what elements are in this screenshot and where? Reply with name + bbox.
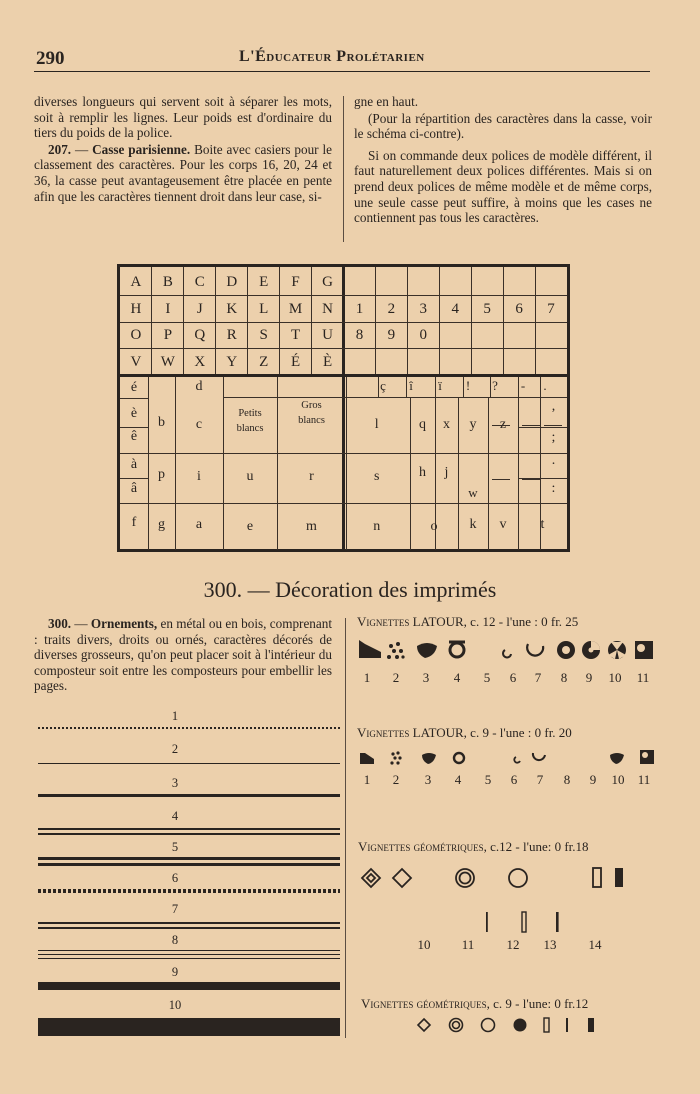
vignette-number: 1 [363,772,371,787]
title-suffix: c. 9 - l'une: 0 fr.12 [489,996,589,1011]
circle-icon [509,869,527,887]
letter-cell: i [197,469,201,484]
letter-cell: k [469,517,477,532]
digit-cell: 6 [515,300,523,317]
ornaments-paragraph [34,616,332,694]
thin-bar-icon [566,1018,568,1032]
digit-cell: 9 [387,327,396,343]
intro-left-column [34,94,332,205]
lower-row-divider [120,453,175,454]
intro-paragraph-5: Si on commande deux polices de modèle différent, il faut naturellement deux polices différentes. Mais si on prend deux polices de même modèle et de même corps, une seule casse peut suffire, à moins que les cases ne contiennent pas tous les caractères. [354,147,652,226]
latour-12-vignettes [355,636,655,664]
page-number: 290 [36,48,65,69]
lower-row-divider [344,503,568,504]
rule-number: 10 [168,998,182,1012]
intro-paragraph-3: gne en haut. [354,94,419,109]
punctuation-cell: ; [551,430,556,445]
running-title: L'Éducateur Prolétarien [239,48,425,65]
punctuation-cell: . [543,378,547,393]
rule-sample [38,727,340,729]
vignette-number: 6 [510,772,518,787]
capital-letter-cell: B [162,274,173,290]
vignette-6-icon [514,757,520,763]
rule-number: 6 [171,871,179,885]
vignette-1-icon [360,753,374,764]
dash: — [71,141,93,157]
digit-cell: 0 [419,327,428,343]
capital-letter-cell: E [259,274,269,290]
geo-12-vignettes-row-1 [355,864,655,894]
gros-blancs-label: blancs [298,415,325,426]
letter-cell: o [430,519,438,534]
rule-number: 4 [171,809,179,823]
title-prefix: Vignettes [357,725,410,740]
letter-cell: s [374,469,380,484]
capital-letter-cell: J [196,300,203,317]
capital-letter-cell: I [165,300,171,317]
vignette-11-icon [640,750,654,764]
section-number: 207. [48,141,72,157]
vignette-number: 4 [454,772,462,787]
intro-right-column [354,94,652,227]
petits-blancs-label: blancs [236,423,264,434]
run-in-heading: Casse parisienne. [92,141,191,157]
rule-number: 8 [171,933,179,947]
vignette-1-icon [359,640,381,658]
lower-row-divider [120,398,148,399]
latour-9-vignettes [355,746,655,768]
upper-row-divider [120,348,567,349]
upper-row-divider [120,295,567,296]
dash-mark [544,425,562,426]
letter-cell: a [195,517,203,532]
letter-cell: b [158,415,165,430]
letter-cell: v [499,517,507,532]
medium-bar-icon [556,912,559,932]
title-prefix: Vignettes [357,614,410,629]
vignette-8-icon [557,641,575,659]
solid-bar-icon [615,868,623,887]
capital-letter-cell: P [163,327,173,343]
capital-letter-cell: V [130,353,142,370]
vignette-9-icon [582,641,600,659]
letter-cell: m [306,519,317,534]
letter-cell: ê [130,429,138,444]
run-in-heading: Ornements, [90,616,158,631]
vignette-number: 4 [453,670,461,685]
rule-number: 1 [171,709,179,723]
petits-blancs-label: Petits [238,408,262,419]
vignette-3-icon [422,753,436,764]
vignette-number: 7 [536,772,544,787]
vignette-number: 7 [534,670,542,685]
vignette-number: 1 [363,670,371,685]
letter-cell: u [246,469,254,484]
rule-number: 3 [171,776,179,790]
vignette-number: 3 [422,670,430,685]
dash-mark [522,479,540,480]
section-number: 300. [48,616,72,631]
diamond-icon [393,869,411,887]
rule-sample [38,950,340,959]
letter-cell: w [468,485,478,500]
lower-row-divider [344,397,568,398]
column-divider [343,96,344,242]
paragraph-text: en métal ou en bois, comprenant : traits divers, droits ou ornés, caractères décorés de diverses grosseurs, qu'on peut placer soit à l'intérieur du composteur soit entre les composteurs pour embellir les pages. [34,616,333,694]
letter-cell: p [158,467,165,482]
rule-number: 9 [171,965,179,979]
vignettes-latour-9-title [357,725,572,741]
solid-bar-icon [588,1018,594,1032]
letter-cell: â [130,481,138,496]
letter-cell: j [444,465,449,480]
vignette-number: 9 [585,670,593,685]
double-circle-icon [456,869,474,887]
title-suffix: c.12 - l'une: 0 fr.18 [486,839,589,854]
vignette-number: 8 [563,772,571,787]
capital-letter-cell: U [322,327,333,343]
lower-row-divider [223,397,346,398]
capital-letter-cell: R [226,327,237,343]
capital-letter-cell: È [322,353,333,370]
gros-blancs-label: Gros [301,400,322,411]
letter-cell: c [195,417,203,432]
rule-sample [38,857,340,866]
letter-cell: n [373,519,381,534]
rule-sample [38,763,340,764]
letter-cell: l [374,417,379,432]
vignette-number: 13 [543,937,557,952]
vignette-number: 6 [509,670,517,685]
capital-letter-cell: C [194,274,205,290]
dash-mark [492,479,510,480]
punctuation-cell: ç [380,378,386,393]
capital-letter-cell: D [226,274,238,290]
vignette-2-icon [387,642,405,659]
vignette-6-icon [503,650,511,657]
capital-letter-cell: S [259,327,268,343]
lower-row-divider [120,503,175,504]
vignette-number: 12 [506,937,520,952]
vignette-number: 2 [392,772,400,787]
open-bar-icon [593,868,601,887]
vignettes-geo-12-title [358,839,589,855]
capital-letter-cell: M [288,300,303,317]
upper-row-divider [120,322,567,323]
page-header [34,44,650,72]
capital-letter-cell: T [291,327,301,343]
rule-number: 2 [171,742,179,756]
digit-cell: 8 [355,327,364,343]
capital-letter-cell: X [194,353,206,370]
thin-bar-icon [486,912,488,932]
punctuation-cell: : [551,481,556,496]
geo-9-vignettes [355,1015,655,1037]
rule-number: 7 [171,902,179,916]
capital-letter-cell: N [322,300,333,317]
capital-letter-cell: Y [226,353,238,370]
circle-icon [482,1019,495,1032]
intro-paragraph-1: diverses longueurs qui servent soit à séparer les mots, soit à remplir les lignes. Leur poids est d'ordinaire du tiers du poids de la police. [34,94,332,141]
capital-letter-cell: Q [194,327,206,343]
lower-row-divider [175,453,346,454]
lower-row-divider [175,503,346,504]
letter-cell: x [443,417,450,432]
capital-letter-cell: L [259,300,269,317]
vignettes-latour-12-title [357,614,578,630]
letter-cell: t [540,517,545,532]
rule-sample [38,794,340,797]
letter-cell: e [246,519,254,534]
intro-paragraph-4: (Pour la répartition des caractères dans la casse, voir le schéma ci-contre). [354,110,652,142]
capital-letter-cell: F [291,274,300,290]
title-suffix: LATOUR, c. 9 - l'une : 0 fr. 20 [409,725,572,740]
open-narrow-bar-icon [522,912,526,932]
letter-cell: d [195,379,203,394]
lower-row-divider [120,427,148,428]
rule-sample [38,1018,340,1036]
title-prefix: Vignettes géométriques, [361,996,490,1011]
open-bar-icon [544,1018,549,1032]
punctuation-cell: ! [465,378,471,393]
vignette-number: 11 [637,772,651,787]
vignette-number: 14 [588,937,602,952]
vignette-10-icon [608,641,626,659]
punctuation-cell: ? [492,378,498,393]
lower-row-divider [344,453,568,454]
vignette-7-icon [533,753,545,760]
vignette-11-icon [635,641,653,659]
lower-row-divider [120,478,148,479]
rule-sample [38,982,340,990]
vignette-number: 5 [483,670,491,685]
punctuation-cell: , [551,399,556,414]
vignette-number: 11 [636,670,650,685]
dash-mark [522,425,540,426]
capital-letter-cell: A [130,274,142,290]
punctuation-cell: î [409,378,413,393]
vignette-10-icon [610,753,624,764]
capital-letter-cell: Z [259,353,269,370]
type-case-diagram [117,264,570,552]
rule-number: 5 [171,840,179,854]
letter-cell: f [131,515,137,530]
letter-cell: y [469,417,477,432]
intro-paragraph-2 [34,142,332,204]
vignette-7-icon [527,644,543,656]
dash-mark [492,425,510,426]
punctuation-cell: - [520,378,526,393]
capital-letter-cell: G [322,274,333,290]
dash: — [71,616,91,631]
letter-cell: à [130,457,138,472]
vignette-number: 8 [560,670,568,685]
letter-cell: é [130,380,138,395]
geo-12-vignettes-row-2 [355,908,655,936]
digit-cell: 5 [483,300,491,317]
digit-cell: 4 [451,300,459,317]
punctuation-cell: . [551,453,556,468]
rule-sample [38,889,340,893]
digit-cell: 1 [355,300,364,317]
digit-cell: 2 [387,300,396,317]
capital-letter-cell: K [226,300,238,317]
diamond-double-icon [362,869,380,887]
title-prefix: Vignettes géométriques, [358,839,487,854]
letter-cell: g [158,517,165,532]
vignette-number: 3 [424,772,432,787]
column-divider [345,618,346,1038]
lower-row-divider [518,427,567,428]
title-suffix: LATOUR, c. 12 - l'une : 0 fr. 25 [409,614,579,629]
capital-letter-cell: H [130,300,142,317]
double-circle-icon [450,1019,463,1032]
vignettes-geo-9-title [361,996,588,1012]
vignette-number: 11 [461,937,475,952]
letter-cell: h [419,465,426,480]
rule-sample [38,922,340,929]
vignette-number: 5 [484,772,492,787]
digit-cell: 7 [547,300,555,317]
diamond-icon [418,1019,430,1031]
capital-letter-cell: O [130,327,142,343]
vignette-4-icon [454,753,464,763]
digit-cell: 3 [419,300,428,317]
vignette-number: 10 [611,772,625,787]
vignette-3-icon [417,643,437,658]
rule-sample [38,828,340,835]
vignette-number: 2 [392,670,400,685]
letter-cell: q [419,417,426,432]
paragraph-text: Boite avec casiers pour le classement des caractères. Pour les corps 16, 20, 24 et 36, la casse peut avantageusement être placée en pente afin que les caractères tiennent droit dans leur case, si- [34,141,333,204]
vignette-4-icon [449,642,465,657]
letter-cell: è [130,406,138,421]
capital-letter-cell: É [291,353,301,370]
punctuation-cell: ï [438,378,442,393]
vignette-number: 9 [589,772,597,787]
vignette-number: 10 [417,937,431,952]
capital-letter-cell: W [160,353,175,370]
letter-cell: r [309,469,314,484]
solid-circle-icon [514,1019,527,1032]
section-title: 300. — Décoration des imprimés [203,577,497,602]
vignette-2-icon [390,751,401,764]
vignette-number: 10 [608,670,622,685]
